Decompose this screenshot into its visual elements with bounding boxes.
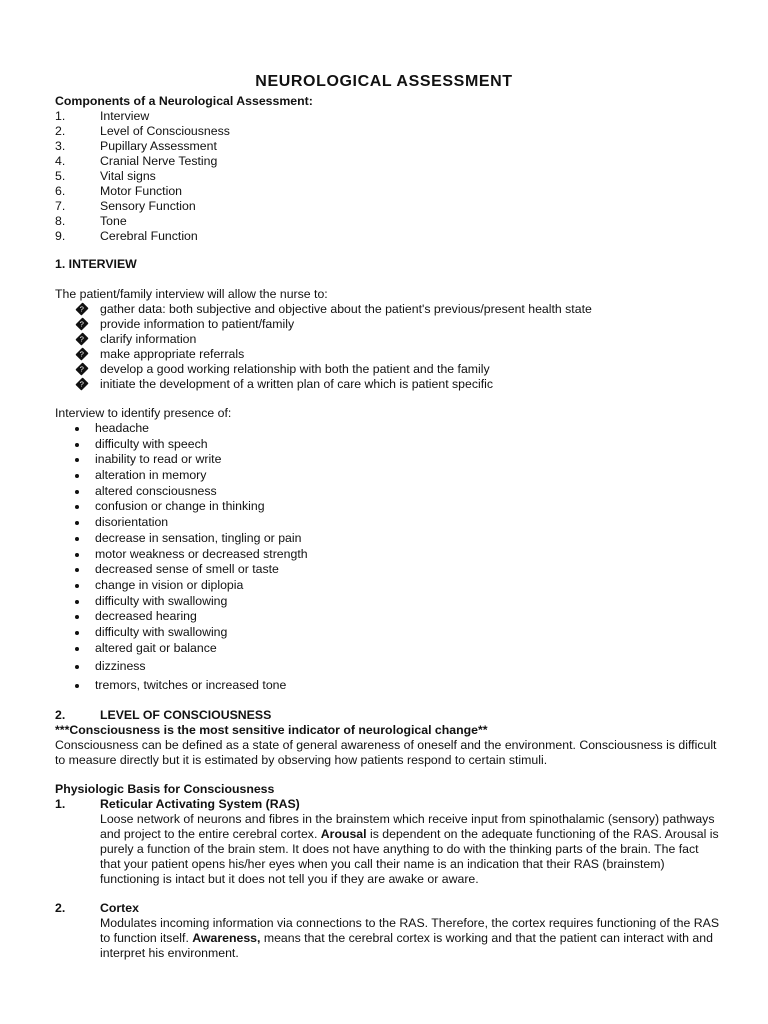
presence-text: difficulty with swallowing [95, 624, 228, 639]
presence-text: inability to read or write [95, 452, 222, 467]
ras-paragraph: Loose network of neurons and fibres in the brainstem which receive input from spinothalamic (sensory) pathways and project to the entire cerebral cortex. Arousal is dependent on the adequate functioning of the RAS. Arousal is purely a function of the brain stem. It does not have anything to do with the thinking parts of the brain. The fact that your patient opens his/her eyes when you call their name is an indication that their RAS (brainstem) functioning is intact but it does not tell you if they are awake or aware. [100, 812, 719, 886]
bullet-icon [75, 568, 79, 572]
arousal-term: Arousal [320, 827, 367, 841]
presence-text: difficulty with swallowing [95, 593, 228, 608]
replacement-glyph-icon: ? [75, 347, 88, 360]
presence-item [55, 562, 720, 578]
presence-item [55, 547, 720, 563]
goal-item [55, 332, 720, 347]
component-number: 5. [55, 169, 66, 183]
replacement-glyph-icon: ? [75, 377, 88, 390]
goal-item [55, 377, 720, 392]
interview-heading: 1. INTERVIEW [55, 257, 137, 271]
cortex-paragraph: Modulates incoming information via connections to the RAS. Therefore, the cortex requires functioning of the RAS to function itself. Awareness, means that the cerebral cortex is working and that the patient can interact with and interpret his environment. [100, 916, 720, 960]
presence-intro: Interview to identify presence of: [55, 406, 232, 420]
presence-item [55, 452, 720, 468]
presence-text: altered consciousness [95, 483, 217, 498]
presence-item [55, 499, 720, 515]
physiologic-heading: Physiologic Basis for Consciousness [55, 782, 275, 796]
interview-intro: The patient/family interview will allow the nurse to: [55, 287, 328, 301]
loc-definition: Consciousness can be defined as a state of general awareness of oneself and the environment. Consciousness is difficult to measure directly but it is estimated by observing how patients respond to certain stimuli. [55, 738, 717, 767]
physiologic-section [55, 782, 720, 812]
goal-item [55, 302, 720, 317]
component-label: Level of Consciousness [100, 124, 230, 138]
components-heading: Components of a Neurological Assessment: [55, 94, 313, 108]
component-number: 6. [55, 184, 66, 198]
component-number: 1. [55, 109, 66, 123]
presence-text: motor weakness or decreased strength [95, 546, 308, 561]
goal-text: initiate the development of a written plan of care which is patient specific [100, 377, 494, 391]
presence-item [55, 421, 720, 437]
presence-text: difficulty with speech [95, 436, 208, 451]
presence-text: confusion or change in thinking [95, 499, 265, 514]
goal-item [55, 317, 720, 332]
bullet-icon [75, 615, 79, 619]
loc-emphasis: ***Consciousness is the most sensitive indicator of neurological change** [55, 723, 488, 737]
bullet-icon [75, 505, 79, 509]
bullet-icon [75, 665, 79, 669]
component-label: Vital signs [100, 169, 156, 183]
cortex-number: 2. [55, 901, 66, 915]
loc-section [55, 708, 720, 768]
goal-text: develop a good working relationship with both the patient and the family [100, 362, 490, 376]
presence-text: disorientation [95, 515, 169, 530]
goal-text: gather data: both subjective and objective about the patient's previous/present health state [100, 302, 592, 316]
goal-item [55, 347, 720, 362]
presence-item [55, 594, 720, 610]
presence-text: altered gait or balance [95, 640, 217, 655]
presence-text: decrease in sensation, tingling or pain [95, 530, 302, 545]
presence-item [55, 578, 720, 594]
component-label: Pupillary Assessment [100, 139, 217, 153]
bullet-icon [75, 537, 79, 541]
component-number: 8. [55, 214, 66, 228]
component-number: 7. [55, 199, 66, 213]
presence-item [55, 437, 720, 453]
component-label: Cerebral Function [100, 229, 198, 243]
interview-goals-list [55, 302, 720, 392]
presence-item [55, 515, 720, 531]
page-title: NEUROLOGICAL ASSESSMENT [255, 73, 513, 90]
goal-text: provide information to patient/family [100, 317, 295, 331]
component-item [55, 169, 720, 184]
component-number: 2. [55, 124, 66, 138]
component-label: Cranial Nerve Testing [100, 154, 218, 168]
bullet-icon [75, 474, 79, 478]
presence-item [55, 641, 720, 657]
loc-heading: LEVEL OF CONSCIOUSNESS [100, 708, 272, 722]
replacement-glyph-icon: ? [75, 332, 88, 345]
goal-item [55, 362, 720, 377]
ras-heading: Reticular Activating System (RAS) [100, 797, 300, 811]
bullet-icon [75, 521, 79, 525]
component-item [55, 109, 720, 124]
presence-text: decreased sense of smell or taste [95, 562, 279, 577]
bullet-icon [75, 553, 79, 557]
presence-item [55, 625, 720, 641]
presence-item [55, 659, 720, 675]
cortex-heading: Cortex [100, 901, 139, 915]
presence-list [55, 421, 720, 694]
bullet-icon [75, 600, 79, 604]
components-section [55, 94, 720, 244]
presence-item [55, 468, 720, 484]
cortex-heading-row [55, 901, 720, 916]
component-label: Tone [100, 214, 127, 228]
component-item [55, 124, 720, 139]
ras-number: 1. [55, 797, 66, 811]
presence-text: dizziness [95, 659, 146, 674]
component-item [55, 199, 720, 214]
presence-text: alteration in memory [95, 468, 207, 483]
component-label: Sensory Function [100, 199, 196, 213]
component-item [55, 184, 720, 199]
presence-text: change in vision or diplopia [95, 577, 244, 592]
replacement-glyph-icon: ? [75, 317, 88, 330]
bullet-icon [75, 631, 79, 635]
component-item [55, 154, 720, 169]
bullet-icon [75, 584, 79, 588]
component-number: 3. [55, 139, 66, 153]
replacement-glyph-icon: ? [75, 362, 88, 375]
bullet-icon [75, 684, 79, 688]
component-item [55, 214, 720, 229]
presence-item [55, 678, 720, 694]
bullet-icon [75, 458, 79, 462]
presence-item [55, 609, 720, 625]
presence-item [55, 484, 720, 500]
presence-text: tremors, twitches or increased tone [95, 678, 287, 692]
bullet-icon [75, 490, 79, 494]
components-list [55, 109, 720, 244]
component-item [55, 229, 720, 244]
component-item [55, 139, 720, 154]
loc-number: 2. [55, 708, 66, 722]
bullet-icon [75, 443, 79, 447]
component-label: Motor Function [100, 184, 183, 198]
component-number: 9. [55, 229, 66, 243]
bullet-icon [75, 647, 79, 651]
component-number: 4. [55, 154, 66, 168]
goal-text: clarify information [100, 332, 197, 346]
presence-item [55, 531, 720, 547]
awareness-term: Awareness, [192, 931, 261, 945]
component-label: Interview [100, 109, 150, 123]
bullet-icon [75, 427, 79, 431]
goal-text: make appropriate referrals [100, 347, 245, 361]
replacement-glyph-icon: ? [75, 302, 88, 315]
presence-text: decreased hearing [95, 609, 197, 624]
presence-text: headache [95, 421, 150, 435]
